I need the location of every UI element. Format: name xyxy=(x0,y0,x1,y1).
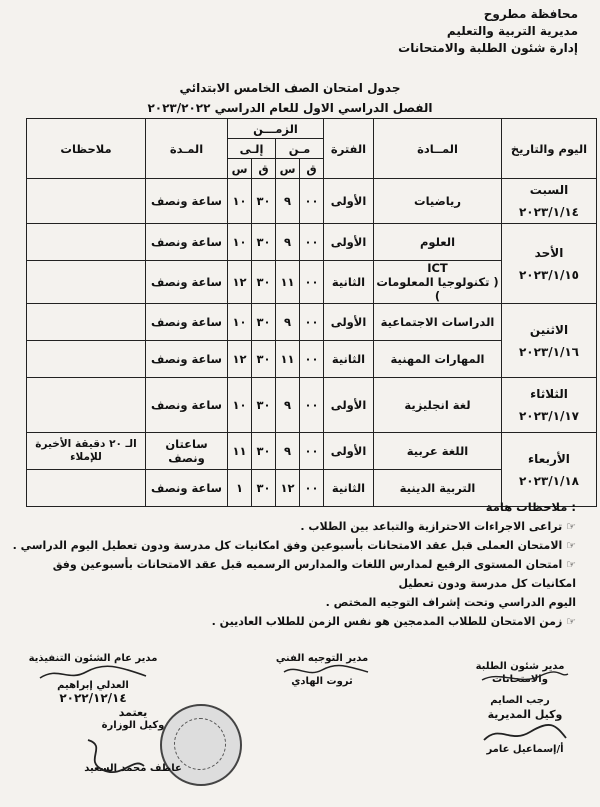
signature-block-students-affairs xyxy=(450,660,590,707)
day-date: ٢٠٢٣/١/١٨ xyxy=(518,473,580,488)
duration-cell: ساعة ونصف xyxy=(146,261,228,304)
header-time: الزمـــن xyxy=(228,119,324,139)
header-notes: ملاحظات xyxy=(27,119,146,179)
note-item: ☞ زمن الامتحان للطلاب المدمجين هو نفس الزمن للطلاب العاديين . xyxy=(211,615,576,628)
signature-title: وكيل المديرية xyxy=(487,708,563,721)
duration-cell: ساعتان ونصف xyxy=(146,433,228,470)
subject-cell: العلوم xyxy=(374,224,502,261)
to-s-cell: ١٠ xyxy=(228,304,252,341)
duration-cell: ساعة ونصف xyxy=(146,378,228,433)
header-subject: المــادة xyxy=(374,119,502,179)
day-cell xyxy=(502,224,597,304)
from-s-cell: ١١ xyxy=(276,341,300,378)
from-q-cell: ٠٠ xyxy=(300,179,324,224)
day-cell xyxy=(502,304,597,378)
note-item: ☞ امتحان المستوى الرفيع لمدارس اللغات والمدارس الرسميه قبل عقد الامتحانات بأسبوعين وفق امكانيات كل مدرسة ودون تعطيل xyxy=(52,558,576,590)
period-cell: الثانية xyxy=(324,261,374,304)
from-q-cell: ٠٠ xyxy=(300,261,324,304)
header-duration: المـدة xyxy=(146,119,228,179)
duration-cell: ساعة ونصف xyxy=(146,304,228,341)
notes-cell xyxy=(27,470,146,507)
duration-cell: ساعة ونصف xyxy=(146,224,228,261)
table-row xyxy=(27,304,597,341)
from-s-cell: ١٢ xyxy=(276,470,300,507)
signature-title: مدير شئون الطلبة والامتحانات xyxy=(475,661,565,685)
day-cell xyxy=(502,433,597,507)
note-item-continued: اليوم الدراسي وتحت إشراف التوجيه المختص . xyxy=(325,596,576,609)
sub-title: الفصل الدراسي الاول للعام الدراسي ٢٠٢٣/٢٠٢٢ xyxy=(147,101,433,115)
header-to-q: ق xyxy=(252,159,276,179)
handwritten-signature xyxy=(78,736,148,776)
handwritten-signature xyxy=(480,670,570,686)
signature-block-supervision xyxy=(262,652,382,688)
signature-name: أ/إسماعيل عامر xyxy=(486,744,564,755)
header-from-q: ق xyxy=(300,159,324,179)
to-q-cell: ٣٠ xyxy=(252,341,276,378)
from-q-cell: ٠٠ xyxy=(300,341,324,378)
day-date: ٢٠٢٣/١/١٥ xyxy=(518,267,580,282)
signature-block-executive xyxy=(28,652,158,705)
to-s-cell: ١٠ xyxy=(228,378,252,433)
from-s-cell: ٩ xyxy=(276,224,300,261)
day-date: ٢٠٢٣/١/١٦ xyxy=(518,344,580,359)
signature-title: مدير التوجيه الفني xyxy=(275,653,369,664)
main-title: جدول امتحان الصف الخامس الابتدائي xyxy=(179,81,401,95)
subject-cell: اللغة عربية xyxy=(374,433,502,470)
signature-date: ٢٠٢٢/١٢/١٤ xyxy=(59,691,127,705)
signature-title: مدير عام الشئون التنفيذية xyxy=(28,653,158,664)
department-line: إدارة شئون الطلبة والامتحانات xyxy=(398,41,578,55)
signature-name: ثروت الهادي xyxy=(291,676,353,687)
to-q-cell: ٣٠ xyxy=(252,224,276,261)
to-s-cell: ١١ xyxy=(228,433,252,470)
table-row xyxy=(27,179,597,224)
note-item: ☞ تراعى الاجراءات الاحترازية والتباعد بين الطلاب . xyxy=(300,520,576,533)
day-date: ٢٠٢٣/١/١٧ xyxy=(518,409,580,423)
header-period: الفترة xyxy=(324,119,374,179)
from-s-cell: ١١ xyxy=(276,261,300,304)
from-s-cell: ٩ xyxy=(276,378,300,433)
subject-cell: لغة انجليزية xyxy=(374,378,502,433)
to-q-cell: ٣٠ xyxy=(252,304,276,341)
note-item: ☞ الامتحان العملى قبل عقد الامتحانات بأسبوعين وفق امكانيات كل مدرسة ودون تعطيل اليوم الدراسي . xyxy=(12,539,576,552)
to-s-cell: ١ xyxy=(228,470,252,507)
to-q-cell: ٣٠ xyxy=(252,261,276,304)
notes-cell xyxy=(27,224,146,261)
duration-cell: ساعة ونصف xyxy=(146,341,228,378)
period-cell: الأولى xyxy=(324,224,374,261)
exam-schedule-table xyxy=(26,118,597,507)
governorate-line: محافظة مطروح xyxy=(483,7,578,21)
subject-cell: المهارات المهنية xyxy=(374,341,502,378)
from-q-cell: ٠٠ xyxy=(300,470,324,507)
table-row xyxy=(27,224,597,261)
period-cell: الأولى xyxy=(324,304,374,341)
from-q-cell: ٠٠ xyxy=(300,433,324,470)
day-name: الأحد xyxy=(534,245,564,260)
signature-name: عاطف محمد السعيد xyxy=(84,763,182,774)
signature-block-approval xyxy=(78,706,188,775)
duration-cell: ساعة ونصف xyxy=(146,470,228,507)
period-cell: الأولى xyxy=(324,179,374,224)
from-q-cell: ٠٠ xyxy=(300,304,324,341)
signature-name: العدلي إبراهيم xyxy=(57,680,129,691)
subject-cell: رياضيات xyxy=(374,179,502,224)
document-header xyxy=(398,6,578,57)
from-s-cell: ٩ xyxy=(276,304,300,341)
period-cell: الثانية xyxy=(324,470,374,507)
header-to: إلـى xyxy=(228,139,276,159)
directorate-line: مديرية التربية والتعليم xyxy=(446,24,578,38)
to-s-cell: ١٢ xyxy=(228,261,252,304)
day-name: السبت xyxy=(529,183,569,197)
signature-title: وكيل الوزارة xyxy=(101,720,165,731)
day-cell xyxy=(502,378,597,433)
day-name: الاثنين xyxy=(529,322,569,337)
period-cell: الأولى xyxy=(324,433,374,470)
duration-cell: ساعة ونصف xyxy=(146,179,228,224)
header-from-s: س xyxy=(276,159,300,179)
table-row xyxy=(27,378,597,433)
signature-name: رجب الصايم xyxy=(490,695,550,706)
signature-block-deputy xyxy=(470,708,580,756)
notes-cell xyxy=(27,304,146,341)
notes-list xyxy=(6,517,576,631)
to-q-cell: ٣٠ xyxy=(252,179,276,224)
to-s-cell: ١٠ xyxy=(228,224,252,261)
to-s-cell: ١٢ xyxy=(228,341,252,378)
period-cell: الأولى xyxy=(324,378,374,433)
to-s-cell: ١٠ xyxy=(228,179,252,224)
to-q-cell: ٣٠ xyxy=(252,378,276,433)
notes-cell xyxy=(27,261,146,304)
notes-title: ملاحظات هامة : xyxy=(485,500,576,514)
table-row xyxy=(27,433,597,470)
from-q-cell: ٠٠ xyxy=(300,378,324,433)
notes-cell xyxy=(27,378,146,433)
handwritten-signature xyxy=(282,662,372,680)
handwritten-signature xyxy=(38,664,148,684)
subject-cell: الدراسات الاجتماعية xyxy=(374,304,502,341)
from-q-cell: ٠٠ xyxy=(300,224,324,261)
subject-subtitle: ( تكنولوجيا المعلومات ) xyxy=(376,275,499,303)
document-titles xyxy=(140,78,440,118)
day-name: الأربعاء xyxy=(528,451,570,466)
header-from: مـن xyxy=(276,139,324,159)
notes-cell xyxy=(27,341,146,378)
day-date: ٢٠٢٣/١/١٤ xyxy=(518,205,580,219)
notes-cell xyxy=(27,179,146,224)
from-s-cell: ٩ xyxy=(276,433,300,470)
from-s-cell: ٩ xyxy=(276,179,300,224)
header-day: اليوم والتاريخ xyxy=(502,119,597,179)
handwritten-signature xyxy=(480,722,570,748)
day-cell xyxy=(502,179,597,224)
header-to-s: س xyxy=(228,159,252,179)
day-name: الثلاثاء xyxy=(530,387,568,401)
subject-name: ICT xyxy=(427,261,448,275)
approval-label: يعتمد xyxy=(118,706,148,719)
subject-cell xyxy=(374,261,502,304)
to-q-cell: ٣٠ xyxy=(252,433,276,470)
to-q-cell: ٣٠ xyxy=(252,470,276,507)
notes-cell: الـ ٢٠ دقيقة الأخيرة للإملاء xyxy=(27,433,146,470)
subject-cell: التربية الدينية xyxy=(374,470,502,507)
period-cell: الثانية xyxy=(324,341,374,378)
